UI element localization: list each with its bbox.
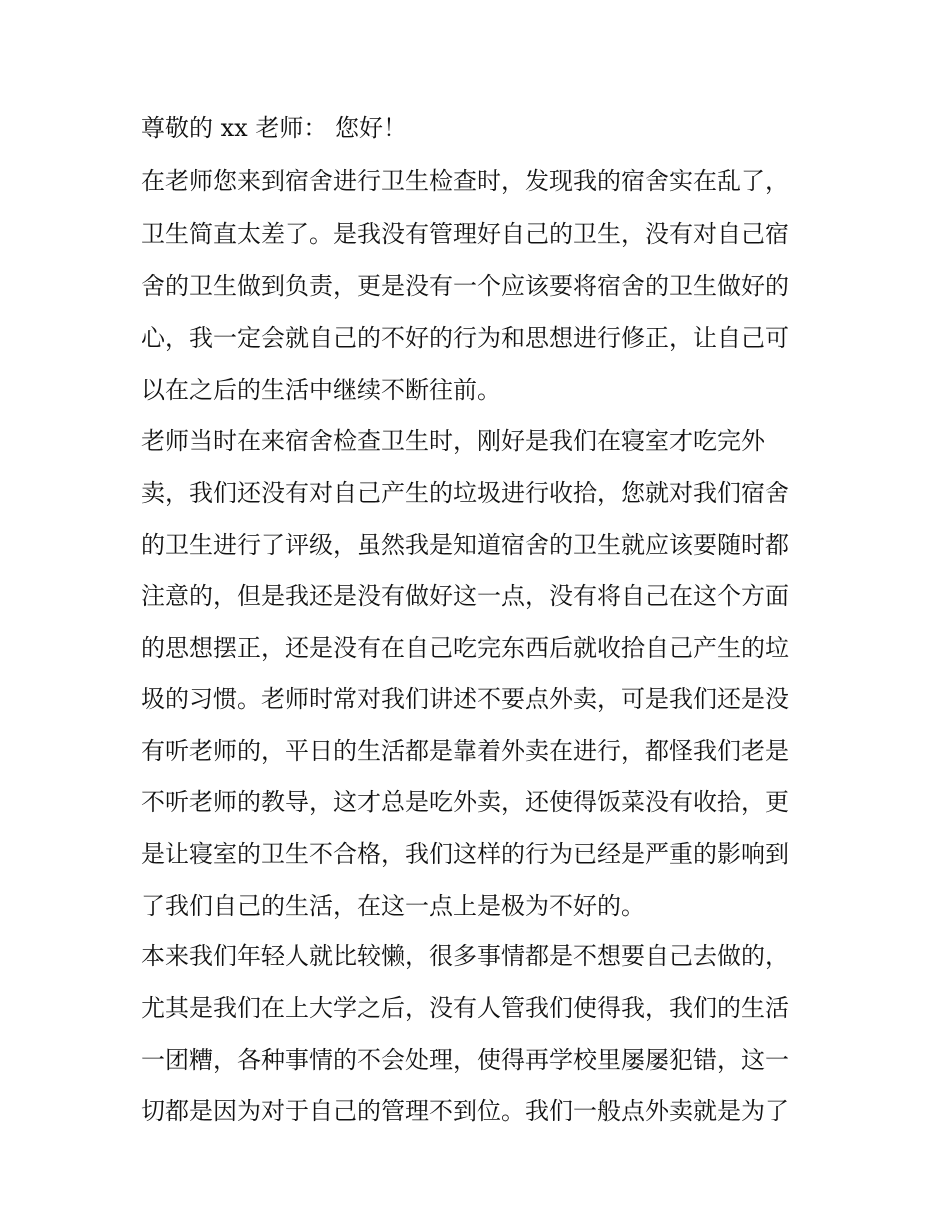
greeting-line: 尊敬的 xx 老师： 您好！ (141, 114, 407, 142)
text-line: 了我们自己的生活，在这一点上是极为不好的。 (141, 892, 645, 920)
text-line: 以在之后的生活中继续不断往前。 (141, 376, 501, 404)
text-line: 圾的习惯。老师时常对我们讲述不要点外卖，可是我们还是没 (141, 685, 789, 713)
text-line: 有听老师的，平日的生活都是靠着外卖在进行，都怪我们老是 (141, 737, 789, 765)
text-line: 卫生简直太差了。是我没有管理好自己的卫生，没有对自己宿 (141, 220, 789, 248)
text-line: 本来我们年轻人就比较懒，很多事情都是不想要自己去做的， (141, 942, 789, 970)
text-line: 卖，我们还没有对自己产生的垃圾进行收拾，您就对我们宿舍 (141, 479, 789, 507)
text-line: 心，我一定会就自己的不好的行为和思想进行修正，让自己可 (141, 324, 789, 352)
text-line: 在老师您来到宿舍进行卫生检查时，发现我的宿舍实在乱了， (141, 167, 789, 195)
text-line: 一团糟，各种事情的不会处理，使得再学校里屡屡犯错，这一 (141, 1046, 789, 1074)
text-line: 舍的卫生做到负责，更是没有一个应该要将宿舍的卫生做好的 (141, 272, 789, 300)
text-line: 是让寝室的卫生不合格，我们这样的行为已经是严重的影响到 (141, 840, 789, 868)
text-line: 的思想摆正，还是没有在自己吃完东西后就收拾自己产生的垃 (141, 634, 789, 662)
text-line: 老师当时在来宿舍检查卫生时，刚好是我们在寝室才吃完外 (141, 427, 765, 455)
text-line: 不听老师的教导，这才总是吃外卖，还使得饭菜没有收拾，更 (141, 788, 789, 816)
text-line: 切都是因为对于自己的管理不到位。我们一般点外卖就是为了 (141, 1097, 789, 1125)
text-line: 尤其是我们在上大学之后，没有人管我们使得我，我们的生活 (141, 994, 789, 1022)
text-line: 注意的，但是我还是没有做好这一点，没有将自己在这个方面 (141, 582, 789, 610)
text-line: 的卫生进行了评级，虽然我是知道宿舍的卫生就应该要随时都 (141, 531, 789, 559)
